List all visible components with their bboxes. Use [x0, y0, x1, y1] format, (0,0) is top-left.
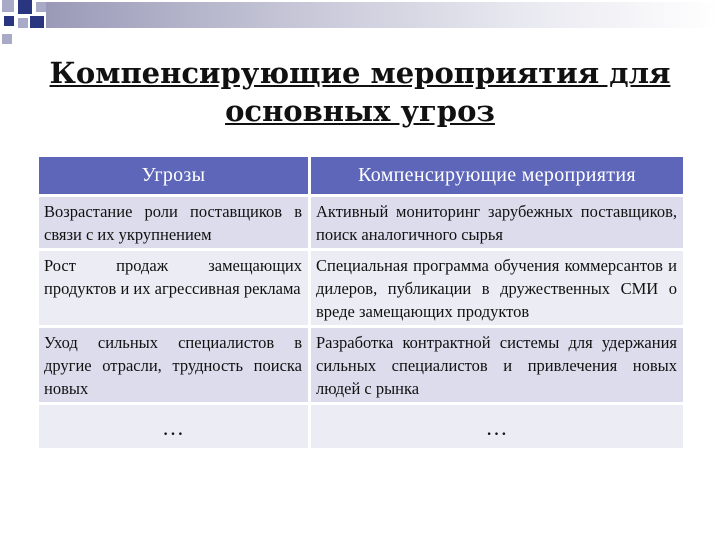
top-gradient-bar — [46, 2, 720, 28]
threat-cell: Возрастание роли поставщиков в связи с их укрупнением — [39, 194, 308, 248]
corner-square — [4, 16, 14, 26]
table-header-row — [39, 157, 683, 194]
corner-square — [18, 0, 32, 14]
table-row — [39, 194, 683, 248]
threats-table — [36, 157, 686, 448]
corner-square — [30, 16, 44, 28]
measure-cell: Разработка контрактной системы для удержания сильных специалистов и привлечения новых людей с рынка — [311, 325, 683, 402]
ellipsis-cell: … — [39, 402, 308, 448]
threat-cell: Уход сильных специалистов в другие отрасли, трудность поиска новых — [39, 325, 308, 402]
measure-cell: Специальная программа обучения коммерсантов и дилеров, публикации в дружественных СМИ о вреде замещающих продуктов — [311, 248, 683, 325]
table-row — [39, 248, 683, 325]
table-row — [39, 402, 683, 448]
corner-square — [2, 34, 12, 44]
page-title-line1: Компенсирующие мероприятия для — [49, 56, 671, 90]
table-row — [39, 325, 683, 402]
page-title-line2: основных угроз — [225, 94, 495, 128]
corner-square — [2, 0, 14, 12]
threat-cell: Рост продаж замещающих продуктов и их агрессивная реклама — [39, 248, 308, 325]
corner-square — [36, 2, 46, 12]
header-measures: Компенсирующие мероприятия — [311, 157, 683, 194]
header-threats: Угрозы — [39, 157, 308, 194]
ellipsis-cell: … — [311, 402, 683, 448]
corner-square — [18, 18, 28, 28]
measure-cell: Активный мониторинг зарубежных поставщиков, поиск аналогичного сырья — [311, 194, 683, 248]
